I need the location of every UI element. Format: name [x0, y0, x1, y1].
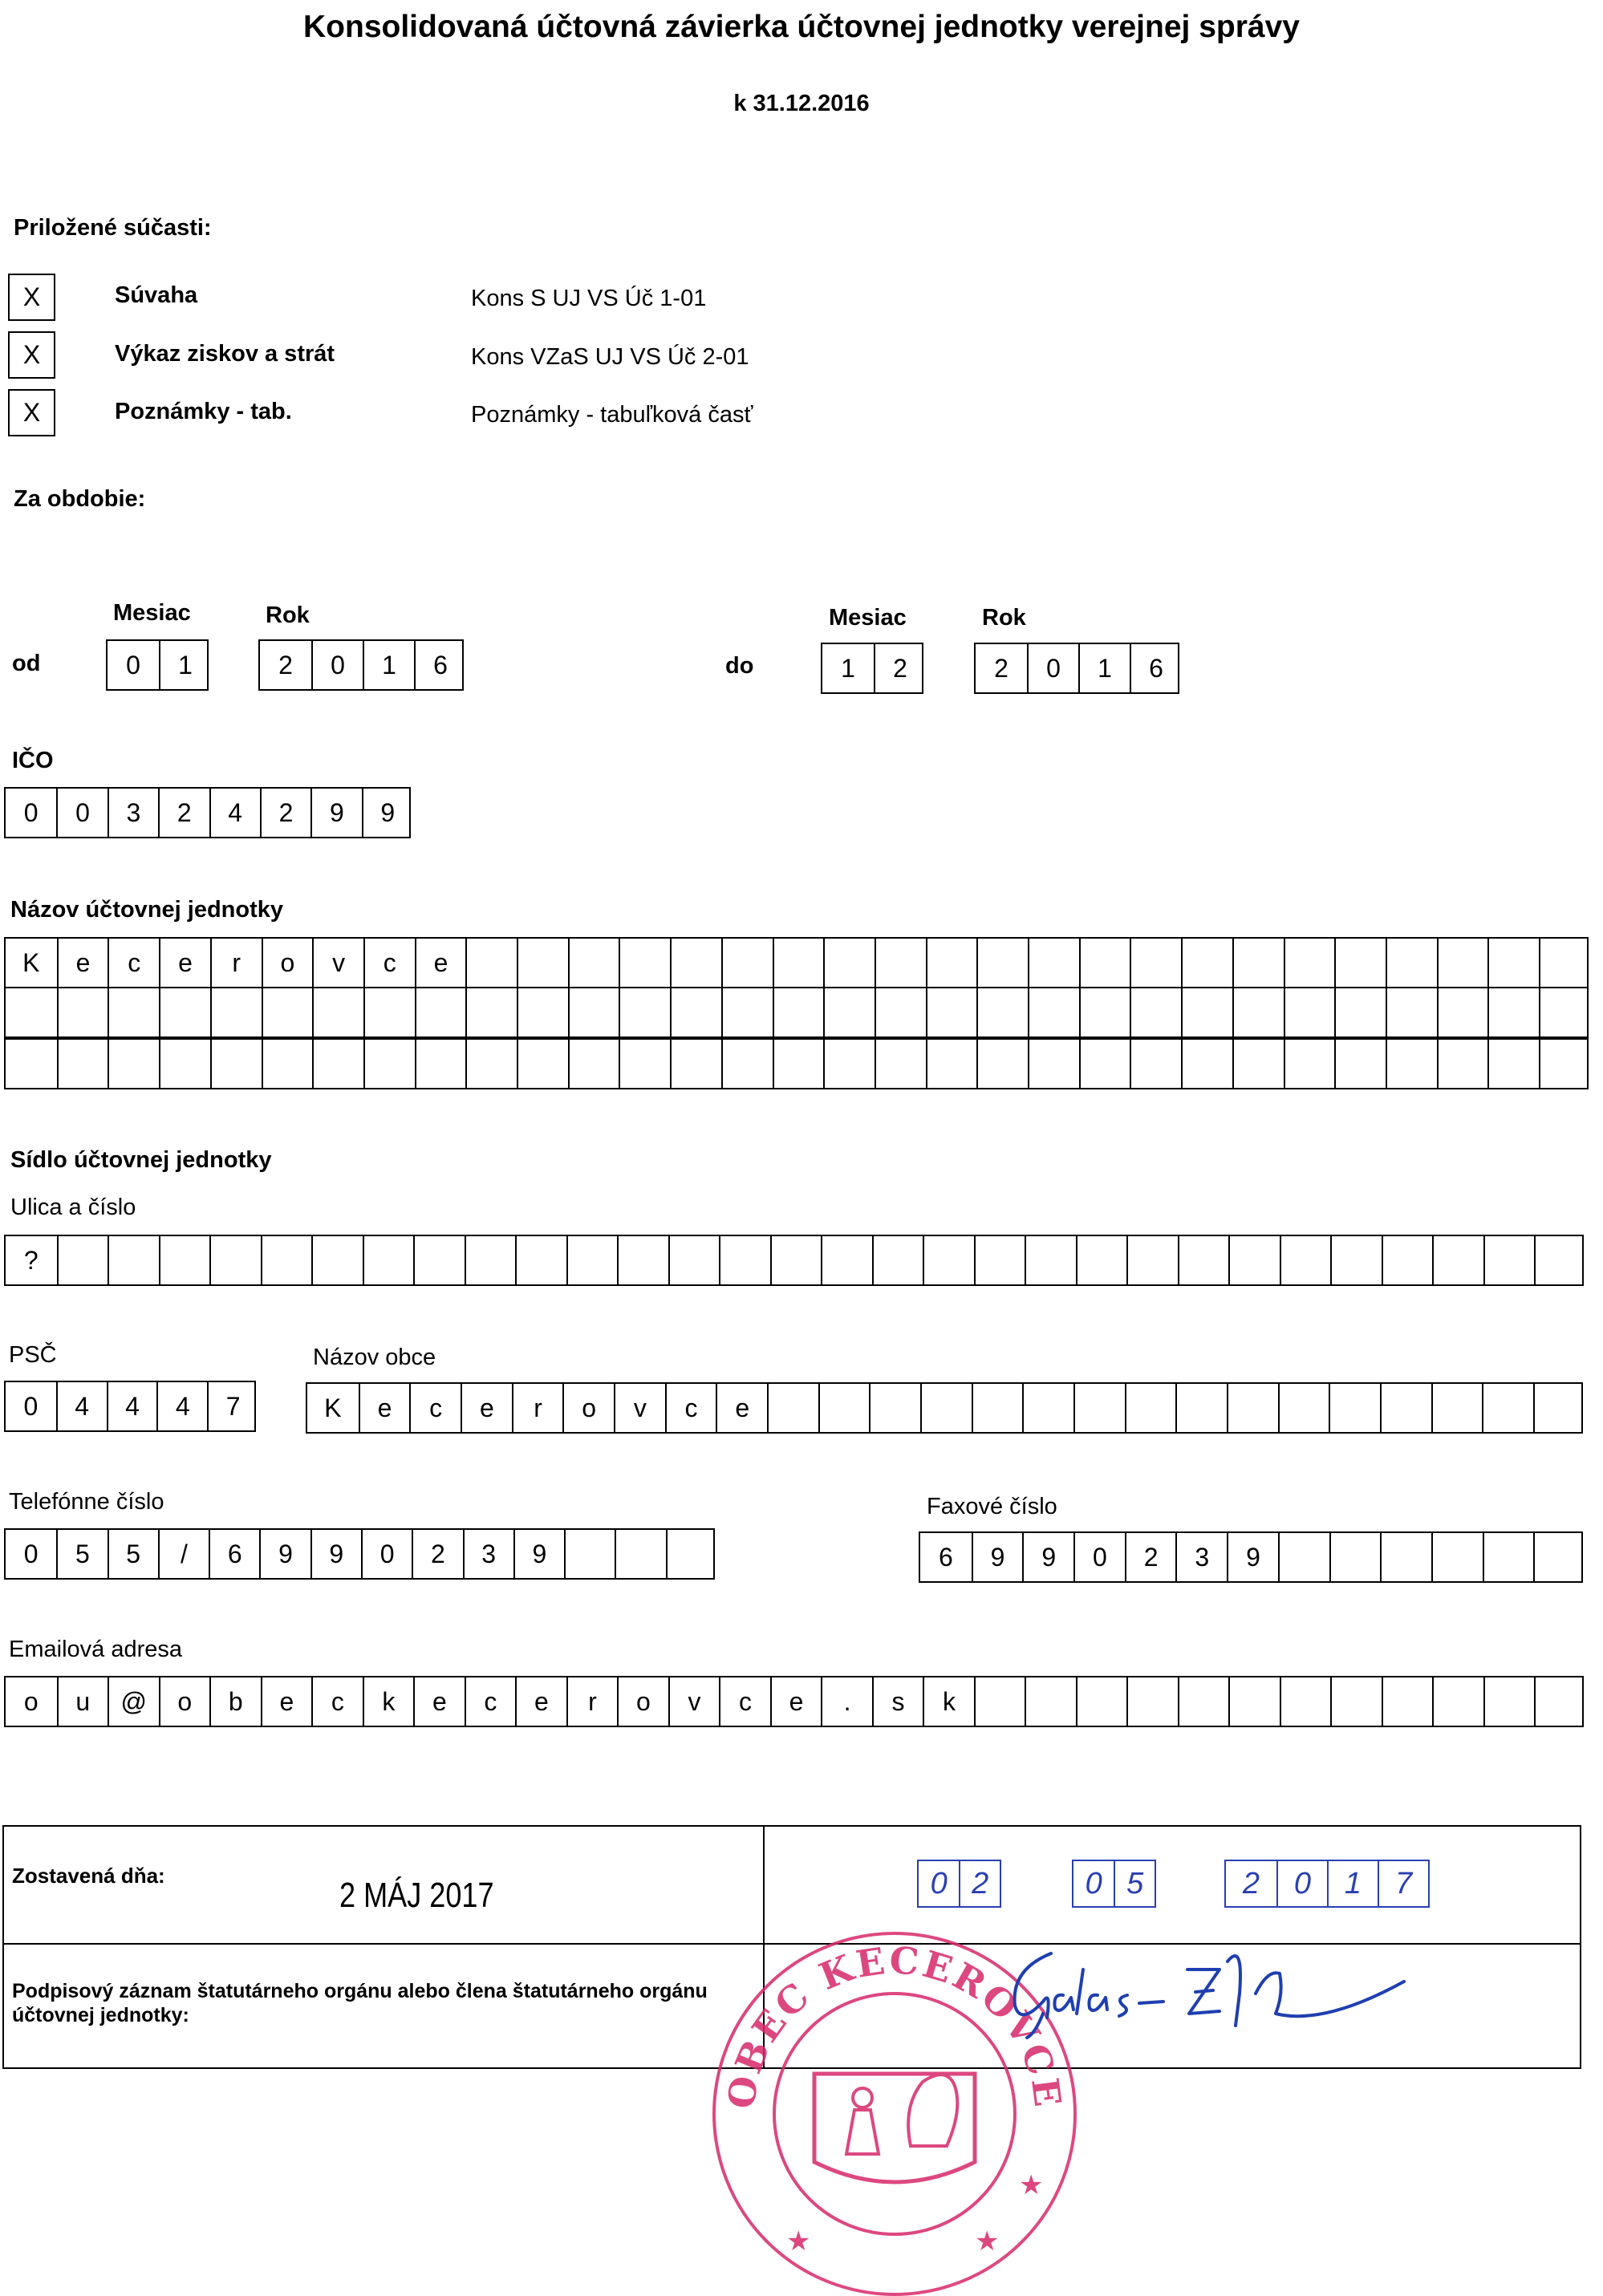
char-box: 0	[361, 1530, 412, 1578]
char-box	[1178, 1677, 1229, 1726]
char-box: c	[465, 1677, 516, 1726]
attachment-code-vzas: Kons VZaS UJ VS Úč 2-01	[471, 344, 749, 370]
char-box	[159, 1040, 210, 1088]
char-box	[1028, 1040, 1079, 1088]
char-box: 6	[209, 1530, 259, 1578]
char-box: 6	[414, 641, 465, 689]
char-box	[517, 988, 568, 1036]
char-box	[1278, 1533, 1329, 1581]
char-box	[1431, 1384, 1483, 1432]
char-box: 0	[23, 1539, 39, 1568]
char-box	[568, 939, 619, 987]
char-box	[311, 1236, 363, 1284]
char-box: 0	[56, 789, 107, 837]
char-box: 0	[126, 650, 140, 679]
char-box	[1125, 1384, 1176, 1432]
char-box	[1280, 1677, 1331, 1726]
attachment-checkbox-notes[interactable]: X	[8, 389, 55, 436]
email-field[interactable]	[4, 1676, 1584, 1727]
attachment-name-notes: Poznámky - tab.	[115, 399, 292, 424]
address-heading: Sídlo účtovnej jednotky	[10, 1147, 272, 1173]
char-box: 9	[310, 789, 361, 837]
char-box: k	[363, 1677, 414, 1726]
char-box: 2	[1125, 1533, 1176, 1581]
char-box	[1228, 1677, 1280, 1726]
char-box	[875, 939, 926, 987]
char-box	[312, 988, 363, 1036]
ico-label: IČO	[12, 748, 54, 773]
char-box: 1	[841, 653, 855, 683]
fax-field[interactable]	[919, 1531, 1583, 1583]
char-box	[668, 1236, 720, 1284]
handwritten-signature	[1003, 1945, 1460, 2042]
char-box	[875, 1040, 926, 1088]
char-box: c	[108, 939, 159, 987]
char-box: e	[57, 939, 108, 987]
char-box	[515, 1236, 566, 1284]
attachment-name-suvaha: Súvaha	[115, 282, 198, 308]
from-month-field[interactable]	[106, 639, 209, 691]
char-box: 9	[310, 1530, 361, 1578]
handwritten-digit: 0	[1085, 1866, 1102, 1900]
char-box: e	[261, 1677, 312, 1726]
to-label: do	[725, 653, 754, 679]
char-box	[1380, 1384, 1431, 1432]
char-box	[1280, 1236, 1331, 1284]
char-box	[57, 1236, 108, 1284]
char-box: e	[770, 1677, 822, 1726]
char-box: e	[415, 939, 466, 987]
handwritten-digit: 0	[930, 1866, 948, 1900]
psc-field[interactable]	[4, 1381, 256, 1432]
char-box	[721, 939, 773, 987]
char-box: 0	[311, 641, 363, 689]
char-box	[1437, 939, 1488, 987]
char-box	[670, 939, 721, 987]
char-box: ?	[23, 1245, 39, 1275]
char-box	[976, 939, 1028, 987]
char-box	[721, 988, 773, 1036]
char-box	[1284, 939, 1335, 987]
char-box: 0	[23, 1391, 39, 1421]
char-box: 2	[158, 789, 209, 837]
char-box	[818, 1384, 870, 1432]
attachment-code-notes: Poznámky - tabuľková časť	[471, 402, 753, 428]
entity-name-row-3[interactable]	[4, 1038, 1589, 1089]
char-box	[1334, 988, 1386, 1036]
char-box: 1	[1078, 644, 1130, 692]
char-box: 9	[362, 789, 412, 837]
char-box	[920, 1384, 972, 1432]
town-field[interactable]	[306, 1382, 1583, 1434]
char-box: o	[23, 1686, 39, 1716]
char-box: e	[716, 1384, 767, 1432]
char-box: s	[872, 1677, 923, 1726]
char-box	[1130, 988, 1181, 1036]
char-box	[1181, 1040, 1232, 1088]
char-box	[6, 1040, 57, 1088]
char-box	[517, 1040, 568, 1088]
char-box	[1483, 1533, 1534, 1581]
char-box	[1382, 1677, 1433, 1726]
char-box	[1533, 1384, 1585, 1432]
char-box	[159, 988, 210, 1036]
attachment-name-vzas: Výkaz ziskov a strát	[115, 341, 335, 367]
to-month-label: Mesiac	[829, 605, 907, 631]
char-box: c	[363, 939, 415, 987]
char-box	[1022, 1384, 1073, 1432]
char-box	[670, 988, 721, 1036]
char-box	[57, 988, 108, 1036]
char-box	[159, 1236, 210, 1284]
char-box	[875, 988, 926, 1036]
char-box	[568, 988, 619, 1036]
char-box	[1130, 939, 1181, 987]
char-box	[1330, 1677, 1382, 1726]
char-box	[568, 1040, 619, 1088]
char-box	[666, 1530, 716, 1578]
char-box: b	[209, 1677, 261, 1726]
char-box: 2	[994, 653, 1008, 683]
char-box	[1073, 1384, 1125, 1432]
char-box	[312, 1040, 363, 1088]
char-box: v	[312, 939, 363, 987]
char-box	[1534, 1236, 1585, 1284]
char-box: e	[413, 1677, 465, 1726]
char-box	[1533, 1533, 1585, 1581]
char-box: 2	[874, 644, 925, 692]
svg-text:OBEC KECEROVCE: OBEC KECEROVCE	[719, 1938, 1070, 2111]
handwritten-digit: 1	[1327, 1861, 1378, 1906]
char-box	[976, 1040, 1028, 1088]
char-box: r	[566, 1677, 618, 1726]
char-box: c	[409, 1384, 461, 1432]
char-box	[1079, 1040, 1130, 1088]
char-box	[974, 1677, 1025, 1726]
char-box: 5	[108, 1530, 158, 1578]
char-box	[1483, 1236, 1535, 1284]
char-box: 2	[412, 1530, 462, 1578]
handwritten-digit: 2	[959, 1861, 1000, 1906]
char-box	[1028, 988, 1079, 1036]
char-box	[1130, 1040, 1181, 1088]
handwritten-month[interactable]	[1072, 1860, 1156, 1908]
email-label: Emailová adresa	[9, 1637, 182, 1662]
char-box	[1076, 1236, 1127, 1284]
char-box	[6, 988, 57, 1036]
to-year-field[interactable]	[974, 643, 1179, 694]
char-box: o	[159, 1677, 210, 1726]
char-box	[363, 1236, 414, 1284]
from-year-label: Rok	[266, 602, 310, 628]
char-box	[1386, 939, 1437, 987]
char-box	[974, 1236, 1025, 1284]
char-box: r	[512, 1384, 563, 1432]
char-box	[465, 939, 517, 987]
char-box: 4	[209, 789, 260, 837]
char-box	[869, 1384, 920, 1432]
attachment-checkbox-suvaha[interactable]: X	[8, 274, 55, 321]
char-box	[262, 1040, 313, 1088]
char-box	[566, 1236, 618, 1284]
char-box	[465, 1236, 516, 1284]
char-box	[1482, 1384, 1533, 1432]
char-box	[821, 1236, 872, 1284]
char-box	[773, 988, 824, 1036]
char-box	[972, 1384, 1023, 1432]
char-box: 7	[207, 1382, 258, 1430]
char-box	[770, 1236, 822, 1284]
page-title: Konsolidovaná účtovná závierka účtovnej jednotky verejnej správy	[303, 10, 1300, 44]
char-box	[1126, 1236, 1178, 1284]
char-box	[1278, 1384, 1329, 1432]
char-box	[823, 939, 875, 987]
char-box	[773, 939, 824, 987]
char-box	[1380, 1533, 1431, 1581]
char-box	[1437, 988, 1488, 1036]
svg-text:★: ★	[975, 2225, 1000, 2257]
char-box	[767, 1384, 818, 1432]
char-box	[1232, 988, 1284, 1036]
char-box	[1028, 939, 1079, 987]
char-box	[1487, 988, 1539, 1036]
char-box: 9	[1227, 1533, 1278, 1581]
char-box	[617, 1236, 668, 1284]
char-box	[363, 1040, 415, 1088]
char-box: u	[57, 1677, 108, 1726]
char-box	[1227, 1384, 1278, 1432]
from-label: od	[12, 651, 41, 676]
char-box	[1386, 1040, 1437, 1088]
char-box	[209, 1236, 261, 1284]
char-box: /	[158, 1530, 209, 1578]
char-box	[823, 1040, 875, 1088]
char-box	[670, 1040, 721, 1088]
char-box	[261, 1236, 312, 1284]
char-box: o	[617, 1677, 668, 1726]
char-box	[923, 1236, 974, 1284]
char-box: o	[562, 1384, 614, 1432]
char-box	[1232, 1040, 1284, 1088]
char-box: 4	[107, 1382, 157, 1430]
char-box	[823, 988, 875, 1036]
char-box: c	[665, 1384, 716, 1432]
char-box: 4	[56, 1382, 107, 1430]
handwritten-year[interactable]	[1224, 1860, 1430, 1908]
char-box: 0	[1073, 1533, 1125, 1581]
char-box	[210, 1040, 262, 1088]
char-box: 9	[1022, 1533, 1073, 1581]
handwritten-digit: 7	[1378, 1861, 1428, 1906]
char-box: @	[108, 1677, 159, 1726]
to-year-label: Rok	[982, 605, 1026, 631]
handwritten-day[interactable]	[917, 1860, 1001, 1908]
char-box: 6	[1130, 644, 1181, 692]
char-box: 3	[1175, 1533, 1227, 1581]
char-box: 0	[23, 797, 39, 827]
char-box	[1539, 1040, 1590, 1088]
compiled-label: Zostavená dňa:	[12, 1864, 165, 1888]
char-box: 6	[938, 1542, 953, 1572]
char-box: .	[821, 1677, 872, 1726]
char-box: 3	[463, 1530, 513, 1578]
fax-label: Faxové číslo	[927, 1494, 1057, 1519]
char-box: r	[210, 939, 262, 987]
char-box	[108, 1040, 159, 1088]
char-box	[1334, 939, 1386, 987]
char-box: 9	[513, 1530, 564, 1578]
phone-field[interactable]	[4, 1528, 715, 1580]
char-box	[1079, 988, 1130, 1036]
svg-text:★: ★	[1019, 2169, 1044, 2201]
char-box	[1228, 1236, 1280, 1284]
char-box: 5	[56, 1530, 107, 1578]
char-box	[1025, 1236, 1076, 1284]
char-box	[1232, 939, 1284, 987]
char-box	[1382, 1236, 1433, 1284]
char-box	[108, 988, 159, 1036]
char-box	[1025, 1677, 1076, 1726]
char-box: 3	[108, 789, 158, 837]
char-box	[262, 988, 313, 1036]
char-box	[1431, 1533, 1483, 1581]
from-year-field[interactable]	[258, 639, 464, 691]
char-box	[1175, 1384, 1227, 1432]
to-month-field[interactable]	[821, 643, 923, 694]
char-box: 1	[159, 641, 210, 689]
char-box	[1329, 1533, 1381, 1581]
char-box: 1	[363, 641, 414, 689]
char-box	[108, 1236, 159, 1284]
attachment-code-suvaha: Kons S UJ VS Úč 1-01	[471, 286, 707, 311]
period-heading: Za obdobie:	[14, 486, 146, 512]
char-box: 0	[1027, 644, 1078, 692]
char-box: K	[22, 947, 40, 977]
char-box	[1432, 1677, 1483, 1726]
entity-name-row-1[interactable]	[4, 937, 1589, 988]
char-box	[619, 988, 670, 1036]
char-box: 9	[259, 1530, 310, 1578]
signature-label: Podpisový záznam štatutárneho orgánu alebo člena štatutárneho orgánu účtovnej jednotky:	[12, 1980, 708, 2026]
char-box	[1076, 1677, 1127, 1726]
char-box	[413, 1236, 465, 1284]
char-box	[415, 1040, 466, 1088]
char-box: e	[515, 1677, 566, 1726]
attachments-heading: Priložené súčasti:	[14, 215, 212, 241]
char-box	[465, 988, 517, 1036]
handwritten-digit: 2	[1242, 1866, 1260, 1900]
char-box	[1334, 1040, 1386, 1088]
char-box: v	[614, 1384, 665, 1432]
char-box	[926, 939, 977, 987]
char-box	[1539, 939, 1590, 987]
char-box	[1178, 1236, 1229, 1284]
char-box	[1487, 1040, 1539, 1088]
char-box	[1126, 1677, 1178, 1726]
char-box	[721, 1040, 773, 1088]
char-box	[1181, 988, 1232, 1036]
char-box: e	[461, 1384, 512, 1432]
char-box	[1181, 939, 1232, 987]
ico-field[interactable]	[4, 787, 411, 838]
char-box	[1330, 1236, 1382, 1284]
char-box: 2	[278, 650, 293, 679]
char-box: 9	[972, 1533, 1023, 1581]
entity-name-row-2[interactable]	[4, 987, 1589, 1038]
char-box: v	[668, 1677, 720, 1726]
svg-text:★: ★	[786, 2225, 811, 2257]
char-box	[1432, 1236, 1483, 1284]
char-box	[1386, 988, 1437, 1036]
char-box	[619, 1040, 670, 1088]
char-box	[976, 988, 1028, 1036]
attachment-checkbox-vzas[interactable]: X	[8, 331, 55, 379]
handwritten-digit: 5	[1114, 1861, 1155, 1906]
char-box	[719, 1236, 770, 1284]
phone-label: Telefónne číslo	[9, 1489, 164, 1515]
char-box	[415, 988, 466, 1036]
char-box	[1284, 988, 1335, 1036]
char-box	[926, 1040, 977, 1088]
entity-name-label: Názov účtovnej jednotky	[10, 897, 284, 923]
reporting-date: k 31.12.2016	[733, 91, 870, 116]
char-box: e	[359, 1384, 410, 1432]
street-field[interactable]	[4, 1235, 1584, 1286]
char-box	[872, 1236, 923, 1284]
char-box	[773, 1040, 824, 1088]
char-box	[564, 1530, 615, 1578]
char-box	[1539, 988, 1590, 1036]
char-box	[1437, 1040, 1488, 1088]
char-box: o	[262, 939, 313, 987]
char-box	[615, 1530, 665, 1578]
handwritten-digit: 0	[1276, 1861, 1327, 1906]
char-box	[1079, 939, 1130, 987]
char-box	[210, 988, 262, 1036]
char-box	[57, 1040, 108, 1088]
char-box	[363, 988, 415, 1036]
char-box: K	[324, 1393, 342, 1422]
char-box	[465, 1040, 517, 1088]
char-box: c	[311, 1677, 363, 1726]
char-box	[1534, 1677, 1585, 1726]
street-label: Ulica a číslo	[10, 1195, 136, 1220]
compiled-date-stamp: 2 MÁJ 2017	[339, 1876, 494, 1915]
char-box	[926, 988, 977, 1036]
char-box: e	[159, 939, 210, 987]
char-box	[619, 939, 670, 987]
town-label: Názov obce	[313, 1345, 436, 1370]
char-box	[1284, 1040, 1335, 1088]
psc-label: PSČ	[9, 1342, 57, 1368]
char-box: 4	[156, 1382, 207, 1430]
char-box	[1329, 1384, 1380, 1432]
char-box	[1487, 939, 1539, 987]
from-month-label: Mesiac	[113, 600, 191, 626]
char-box	[1483, 1677, 1535, 1726]
char-box: c	[719, 1677, 770, 1726]
char-box: 2	[260, 789, 310, 837]
char-box: k	[923, 1677, 974, 1726]
char-box	[517, 939, 568, 987]
